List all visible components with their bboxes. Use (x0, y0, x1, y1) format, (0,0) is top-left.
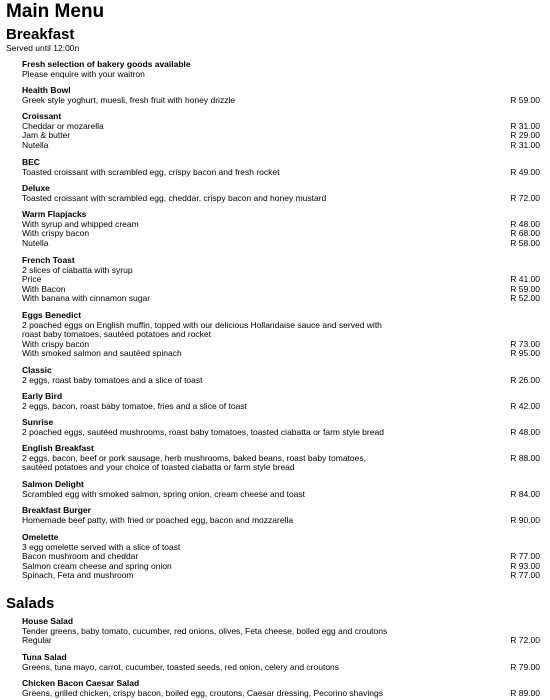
item-price: R 59.00 (510, 94, 540, 105)
item-price: R 31.00 (510, 139, 540, 150)
item-description: Greens, grilled chicken, crispy bacon, boiled egg, croutons, Caesar dressing, Pecorino shavings (22, 687, 383, 698)
item-description: Scrambled egg with smoked salmon, spring onion, cream cheese and toast (22, 488, 306, 499)
item-description: 2 slices of ciabatta with syrup (22, 264, 133, 275)
item-title: Health Bowl (22, 85, 71, 95)
item-price: R 72.00 (510, 192, 540, 203)
item-line (22, 266, 540, 276)
item-description: Regular (22, 635, 52, 646)
section-title-salads: Salads (6, 595, 55, 612)
item-line (22, 141, 540, 151)
item-title: BEC (22, 157, 40, 167)
item-price: R 49.00 (510, 166, 540, 177)
item-line (22, 70, 540, 80)
item-title: English Breakfast (22, 443, 94, 453)
item-price: R 72.00 (510, 635, 540, 646)
menu-item (22, 112, 540, 150)
item-description: Nutella (22, 139, 49, 150)
item-description: With crispy bacon (22, 338, 90, 349)
item-line (22, 229, 540, 239)
item-description: With banana with cinnamon sugar (22, 293, 151, 304)
item-description: Nutella (22, 237, 49, 248)
item-description: Greek style yoghurt, muesli, fresh fruit with honey drizzle (22, 94, 236, 105)
item-line (22, 122, 540, 132)
item-title: Croissant (22, 111, 62, 121)
item-description: Bacon mushroom and cheddar (22, 551, 139, 562)
item-title: Deluxe (22, 183, 50, 193)
menu-item (22, 366, 540, 385)
item-description: 2 eggs, bacon, roast baby tomatoe, fries and a slice of toast (22, 400, 247, 411)
item-line (22, 463, 540, 473)
item-description: 3 egg omelette served with a slice of toast (22, 541, 181, 552)
item-description: Greens, tuna mayo, carrot, cucumber, toasted seeds, red onion, celery and croutons (22, 661, 340, 672)
menu-item (22, 392, 540, 411)
item-price: R 41.00 (510, 274, 540, 285)
item-description: sautéed potatoes and your choice of toasted ciabatta or farm style bread (22, 462, 295, 473)
item-price: R 79.00 (510, 661, 540, 672)
item-line (22, 636, 540, 646)
section-note: Served until 12:00n (6, 43, 80, 53)
item-line (22, 168, 540, 178)
menu-item (22, 617, 540, 646)
item-line (22, 627, 540, 637)
item-line (22, 131, 540, 141)
item-description: 2 eggs, bacon, beef or pork sausage, herb mushrooms, baked beans, roast baby tomatoes, (22, 452, 366, 463)
item-title: French Toast (22, 255, 75, 265)
item-title: Classic (22, 365, 52, 375)
item-description: 2 poached eggs, sautéed mushrooms, roast baby tomatoes, toasted ciabatta or farm style bread (22, 426, 384, 437)
item-line (22, 516, 540, 526)
item-description: Toasted croissant with scrambled egg, crispy bacon and fresh rocket (22, 166, 280, 177)
menu-item (22, 653, 540, 672)
item-price: R 77.00 (510, 551, 540, 562)
item-description: Toasted croissant with scrambled egg, cheddar, crispy bacon and honey mustard (22, 192, 327, 203)
menu-item (22, 158, 540, 177)
item-description: With Bacon (22, 283, 66, 294)
item-description: Salmon cream cheese and spring onion (22, 560, 172, 571)
item-description: roast baby tomatoes, sautéed potatoes and rocket (22, 329, 212, 340)
item-title: Eggs Benedict (22, 310, 82, 320)
item-description: 2 eggs, roast baby tomatoes and a slice of toast (22, 374, 203, 385)
item-description: With crispy bacon (22, 228, 90, 239)
item-description: Price (22, 274, 42, 285)
item-price: R 52.00 (510, 293, 540, 304)
item-description: Please enquire with your waitron (22, 68, 145, 79)
menu-item (22, 444, 540, 473)
item-price: R 48.00 (510, 426, 540, 437)
item-line (22, 330, 540, 340)
menu-item (22, 184, 540, 203)
item-title: House Salad (22, 616, 74, 626)
item-price: R 26.00 (510, 374, 540, 385)
item-price: R 58.00 (510, 237, 540, 248)
item-description: With syrup and whipped cream (22, 218, 139, 229)
item-line (22, 96, 540, 106)
item-title: Omelette (22, 532, 59, 542)
item-line (22, 239, 540, 249)
menu-item (22, 86, 540, 105)
item-description: Jam & butter (22, 130, 71, 141)
menu-item (22, 679, 540, 698)
item-price: R 68.00 (510, 228, 540, 239)
item-price: R 93.00 (510, 560, 540, 571)
menu-item (22, 533, 540, 581)
item-price: R 89.00 (510, 687, 540, 698)
item-line (22, 490, 540, 500)
item-price: R 59.00 (510, 283, 540, 294)
item-price: R 84.00 (510, 488, 540, 499)
menu-item (22, 311, 540, 359)
item-price: R 95.00 (510, 348, 540, 359)
item-line (22, 689, 540, 699)
item-line (22, 194, 540, 204)
item-line (22, 376, 540, 386)
item-title: Warm Flapjacks (22, 209, 87, 219)
item-title: Tuna Salad (22, 652, 67, 662)
item-description: With smoked salmon and sautéed spinach (22, 348, 182, 359)
item-title: Early Bird (22, 391, 63, 401)
section-title-breakfast: Breakfast (6, 26, 75, 43)
item-title: Salmon Delight (22, 479, 84, 489)
item-description: Cheddar or mozarella (22, 120, 104, 131)
item-description: 2 poached eggs on English muffin, topped with our delicious Hollandaise sauce and served with (22, 319, 382, 330)
item-title: Sunrise (22, 417, 54, 427)
item-line (22, 428, 540, 438)
item-title: Fresh selection of bakery goods available (22, 59, 191, 69)
item-line (22, 220, 540, 230)
page-title: Main Menu (6, 1, 105, 22)
menu-item (22, 210, 540, 248)
menu-item (22, 418, 540, 437)
item-price: R 88.00 (510, 452, 540, 463)
item-price: R 90.00 (510, 514, 540, 525)
item-price: R 42.00 (510, 400, 540, 411)
item-line (22, 663, 540, 673)
item-description: Tender greens, baby tomato, cucumber, red onions, olives, Feta cheese, boiled egg and croutons (22, 625, 388, 636)
item-price: R 77.00 (510, 570, 540, 581)
item-price: R 48.00 (510, 218, 540, 229)
item-price: R 73.00 (510, 338, 540, 349)
menu-item (22, 480, 540, 499)
item-description: Spinach, Feta and mushroom (22, 570, 134, 581)
item-line (22, 349, 540, 359)
item-line (22, 275, 540, 285)
item-price: R 31.00 (510, 120, 540, 131)
item-line (22, 402, 540, 412)
menu-item (22, 60, 540, 79)
item-title: Breakfast Burger (22, 505, 91, 515)
menu-item (22, 506, 540, 525)
item-title: Chicken Bacon Caesar Salad (22, 678, 140, 688)
item-line (22, 571, 540, 581)
item-description: Homemade beef patty, with fried or poached egg, bacon and mozzarella (22, 514, 294, 525)
item-line (22, 294, 540, 304)
menu-item (22, 256, 540, 304)
item-price: R 29.00 (510, 130, 540, 141)
